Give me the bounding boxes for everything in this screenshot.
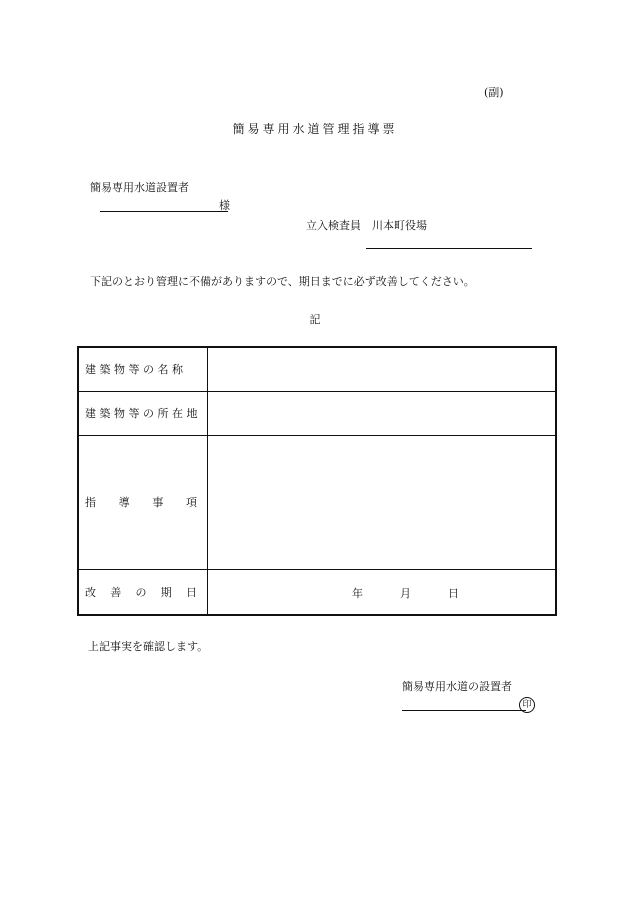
guidance-items-field[interactable] (208, 435, 557, 569)
table-row (78, 347, 556, 391)
label-char: の (135, 585, 147, 599)
label-char: 導 (118, 496, 130, 509)
installer-signature-line[interactable] (402, 710, 526, 711)
improvement-deadline-field[interactable] (208, 569, 557, 615)
copy-mark: (副) (484, 86, 504, 99)
label-char: 期 (160, 585, 172, 599)
inspector-name-line[interactable] (366, 248, 532, 249)
inspector-label: 立入検査員 川本町役場 (306, 219, 427, 232)
building-name-field[interactable] (208, 347, 557, 391)
table-row (78, 391, 556, 435)
label-char: 事 (152, 496, 164, 509)
table-row (78, 569, 556, 615)
guidance-items-label (78, 435, 208, 569)
year-label: 年 (352, 586, 363, 600)
label-char: 日 (186, 585, 197, 599)
confirm-text: 上記事実を確認します。 (88, 640, 209, 653)
label-char: 指 (85, 496, 96, 509)
improvement-deadline-label (78, 569, 208, 615)
label-char: 善 (110, 585, 122, 599)
seal-mark: 印 (519, 697, 535, 713)
day-label: 日 (448, 586, 459, 600)
addressee-label: 簡易専用水道設置者 (90, 181, 189, 194)
label-char: 改 (85, 585, 96, 599)
ki-heading: 記 (309, 313, 321, 326)
building-address-label: 建築物等の所在地 (78, 391, 208, 435)
month-label: 月 (400, 586, 411, 600)
guidance-form-table (77, 346, 557, 616)
installer-label: 簡易専用水道の設置者 (402, 680, 512, 693)
page-title: 簡易専用水道管理指導票 (232, 122, 398, 136)
notice-text: 下記のとおり管理に不備がありますので、期日までに必ず改善してください。 (90, 275, 475, 288)
building-name-label: 建築物等の名称 (78, 347, 208, 391)
addressee-name-line[interactable] (100, 211, 228, 212)
label-char: 項 (185, 496, 197, 509)
table-row (78, 435, 556, 569)
building-address-field[interactable] (208, 391, 557, 435)
honorific: 様 (219, 199, 230, 212)
